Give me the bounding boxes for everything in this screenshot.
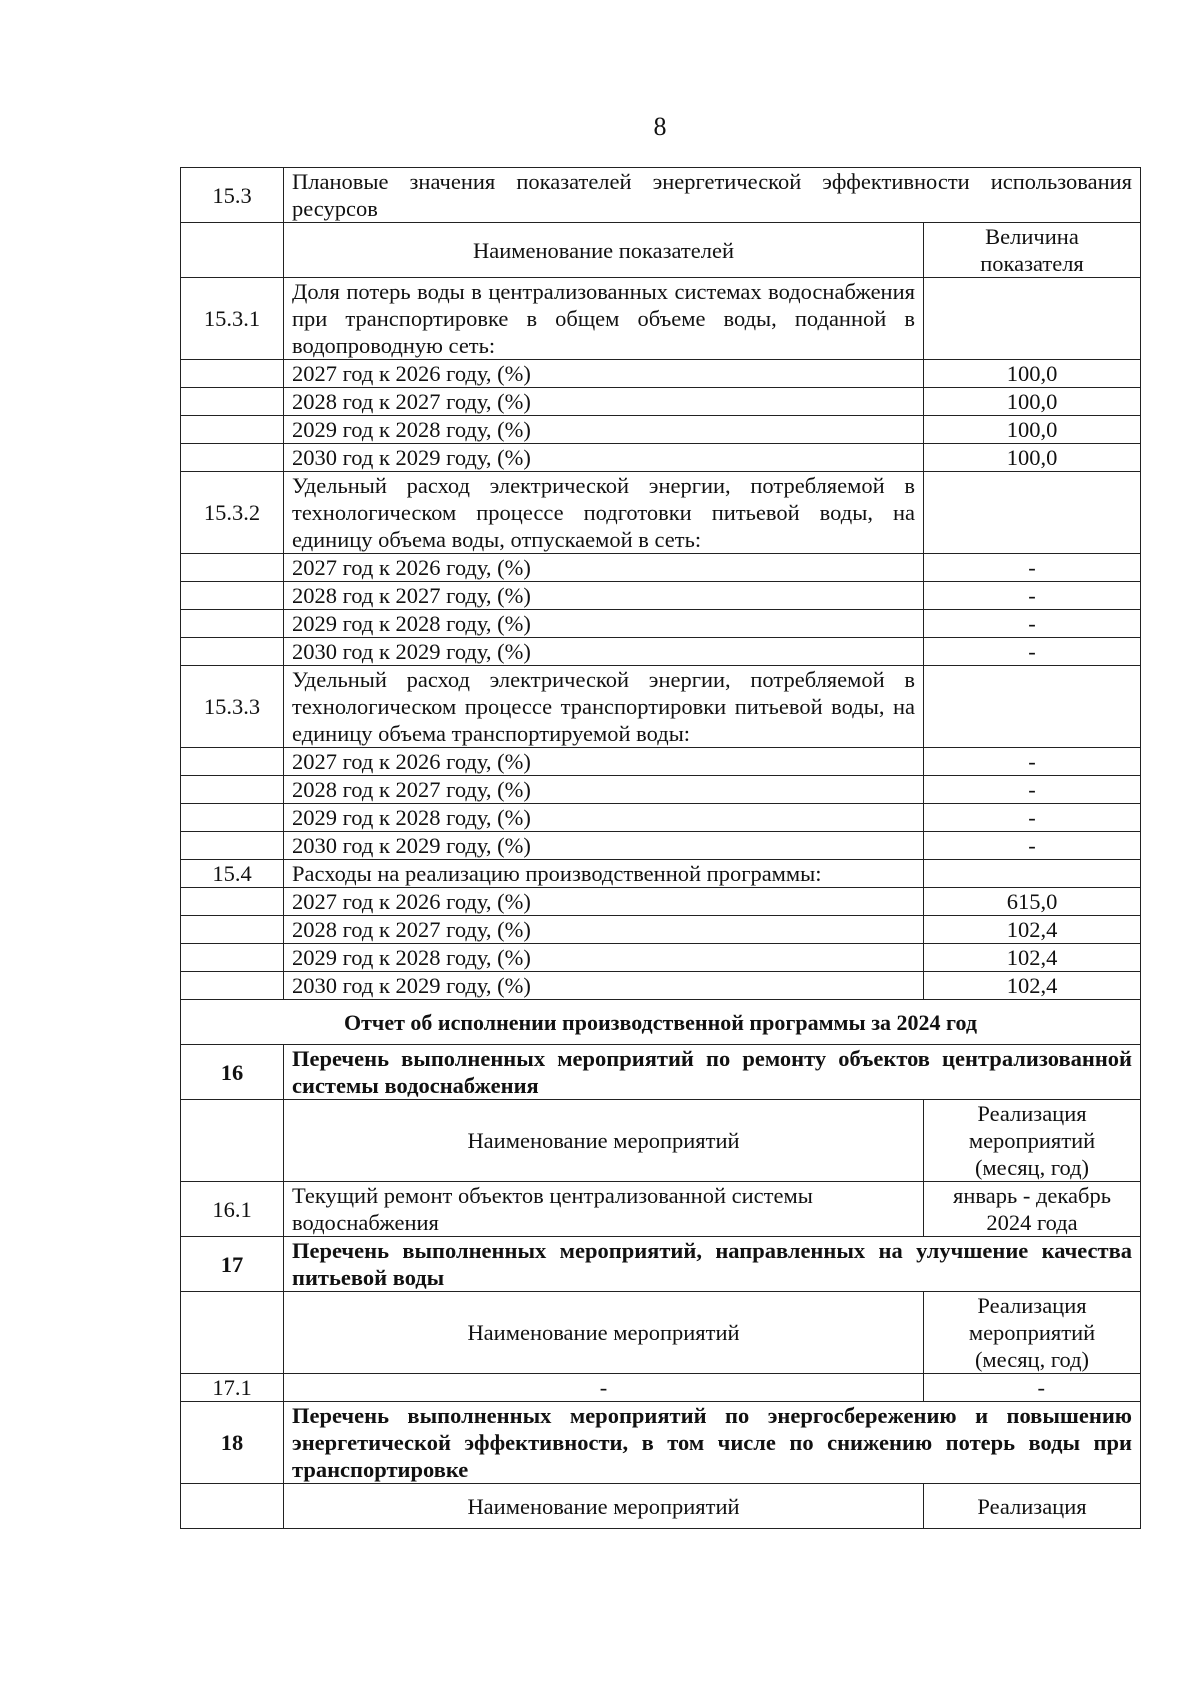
column-header-value: Реализация мероприятий (месяц, год)	[924, 1292, 1141, 1374]
row-number: 18	[181, 1402, 284, 1484]
empty-cell	[924, 472, 1141, 554]
year-row	[181, 804, 1141, 832]
year-label: 2029 год к 2028 году, (%)	[284, 610, 924, 638]
year-value: -	[924, 638, 1141, 666]
year-label: 2028 год к 2027 году, (%)	[284, 916, 924, 944]
year-value: 100,0	[924, 360, 1141, 388]
year-label: 2028 год к 2027 году, (%)	[284, 582, 924, 610]
row-number: 17.1	[181, 1374, 284, 1402]
row-number: 15.3.2	[181, 472, 284, 554]
report-title: Отчет об исполнении производственной программы за 2024 год	[181, 1000, 1141, 1045]
year-row	[181, 388, 1141, 416]
year-value: -	[924, 832, 1141, 860]
year-row	[181, 888, 1141, 916]
row-number: 15.3	[181, 168, 284, 223]
year-value: 102,4	[924, 916, 1141, 944]
row-number: 16	[181, 1045, 284, 1100]
year-label: 2030 год к 2029 году, (%)	[284, 444, 924, 472]
year-row	[181, 416, 1141, 444]
section-17-row	[181, 1237, 1141, 1292]
indicator-row	[181, 666, 1141, 748]
empty-cell	[181, 610, 284, 638]
year-value: 100,0	[924, 444, 1141, 472]
year-row	[181, 972, 1141, 1000]
year-label: 2028 год к 2027 году, (%)	[284, 388, 924, 416]
empty-cell	[924, 860, 1141, 888]
year-label: 2027 год к 2026 году, (%)	[284, 554, 924, 582]
year-value: -	[924, 804, 1141, 832]
year-label: 2030 год к 2029 году, (%)	[284, 832, 924, 860]
row-number: 15.4	[181, 860, 284, 888]
indicator-title: Удельный расход электрической энергии, потребляемой в технологическом процессе транспортировки питьевой воды, на единицу объема транспортируемой воды:	[284, 666, 924, 748]
year-row	[181, 554, 1141, 582]
empty-cell	[181, 748, 284, 776]
empty-cell	[181, 804, 284, 832]
column-header-row	[181, 1100, 1141, 1182]
empty-cell	[924, 666, 1141, 748]
column-header-name: Наименование показателей	[284, 223, 924, 278]
indicators-table	[180, 167, 1141, 1529]
indicator-row	[181, 278, 1141, 360]
empty-cell	[181, 638, 284, 666]
row-number: 17	[181, 1237, 284, 1292]
indicator-title: Расходы на реализацию производственной программы:	[284, 860, 924, 888]
row-number: 15.3.1	[181, 278, 284, 360]
year-row	[181, 748, 1141, 776]
section-18-row	[181, 1402, 1141, 1484]
activity-name: -	[284, 1374, 924, 1402]
indicator-title: Доля потерь воды в централизованных системах водоснабжения при транспортировке в общем объеме воды, поданной в водопроводную сеть:	[284, 278, 924, 360]
year-label: 2027 год к 2026 году, (%)	[284, 360, 924, 388]
page-number: 8	[653, 112, 667, 141]
column-header-row	[181, 1292, 1141, 1374]
year-row	[181, 582, 1141, 610]
year-label: 2030 год к 2029 году, (%)	[284, 638, 924, 666]
empty-cell	[181, 582, 284, 610]
activity-date: -	[924, 1374, 1141, 1402]
empty-cell	[181, 776, 284, 804]
year-value: -	[924, 776, 1141, 804]
column-header-row	[181, 223, 1141, 278]
year-row	[181, 444, 1141, 472]
column-header-name: Наименование мероприятий	[284, 1484, 924, 1529]
empty-cell	[181, 554, 284, 582]
section-16-row	[181, 1045, 1141, 1100]
empty-cell	[181, 416, 284, 444]
year-row	[181, 638, 1141, 666]
section-15-3-row	[181, 168, 1141, 223]
section-title: Перечень выполненных мероприятий по энергосбережению и повышению энергетической эффективности, в том числе по снижению потерь воды при транспортировке	[284, 1402, 1141, 1484]
empty-cell	[181, 916, 284, 944]
year-value: 100,0	[924, 416, 1141, 444]
section-title: Перечень выполненных мероприятий, направленных на улучшение качества питьевой воды	[284, 1237, 1141, 1292]
year-value: -	[924, 582, 1141, 610]
empty-cell	[181, 388, 284, 416]
year-label: 2027 год к 2026 году, (%)	[284, 748, 924, 776]
section-title: Плановые значения показателей энергетической эффективности использования ресурсов	[284, 168, 1141, 223]
year-value: 102,4	[924, 944, 1141, 972]
empty-cell	[181, 444, 284, 472]
year-value: -	[924, 610, 1141, 638]
year-value: -	[924, 554, 1141, 582]
column-header-name: Наименование мероприятий	[284, 1100, 924, 1182]
indicator-row	[181, 472, 1141, 554]
empty-cell	[181, 944, 284, 972]
empty-cell	[181, 1292, 284, 1374]
year-label: 2029 год к 2028 году, (%)	[284, 944, 924, 972]
year-row	[181, 360, 1141, 388]
empty-cell	[181, 888, 284, 916]
row-number: 16.1	[181, 1182, 284, 1237]
year-label: 2027 год к 2026 году, (%)	[284, 888, 924, 916]
indicator-row	[181, 860, 1141, 888]
year-row	[181, 944, 1141, 972]
year-label: 2030 год к 2029 году, (%)	[284, 972, 924, 1000]
empty-cell	[181, 223, 284, 278]
year-row	[181, 832, 1141, 860]
year-row	[181, 610, 1141, 638]
column-header-value: Реализация	[924, 1484, 1141, 1529]
activity-name: Текущий ремонт объектов централизованной системы водоснабжения	[284, 1182, 924, 1237]
empty-cell	[924, 278, 1141, 360]
column-header-value: Реализация мероприятий (месяц, год)	[924, 1100, 1141, 1182]
row-number: 15.3.3	[181, 666, 284, 748]
empty-cell	[181, 832, 284, 860]
year-value: 102,4	[924, 972, 1141, 1000]
year-label: 2028 год к 2027 году, (%)	[284, 776, 924, 804]
year-label: 2029 год к 2028 году, (%)	[284, 416, 924, 444]
activity-row	[181, 1182, 1141, 1237]
activity-date: январь - декабрь 2024 года	[924, 1182, 1141, 1237]
section-title: Перечень выполненных мероприятий по ремонту объектов централизованной системы водоснабжения	[284, 1045, 1141, 1100]
column-header-row	[181, 1484, 1141, 1529]
year-value: 615,0	[924, 888, 1141, 916]
year-row	[181, 916, 1141, 944]
empty-cell	[181, 360, 284, 388]
empty-cell	[181, 1484, 284, 1529]
indicator-title: Удельный расход электрической энергии, потребляемой в технологическом процессе подготовки питьевой воды, на единицу объема воды, отпускаемой в сеть:	[284, 472, 924, 554]
empty-cell	[181, 972, 284, 1000]
year-row	[181, 776, 1141, 804]
column-header-value: Величина показателя	[924, 223, 1141, 278]
year-value: -	[924, 748, 1141, 776]
column-header-name: Наименование мероприятий	[284, 1292, 924, 1374]
year-label: 2029 год к 2028 году, (%)	[284, 804, 924, 832]
activity-row	[181, 1374, 1141, 1402]
report-title-row	[181, 1000, 1141, 1045]
empty-cell	[181, 1100, 284, 1182]
year-value: 100,0	[924, 388, 1141, 416]
